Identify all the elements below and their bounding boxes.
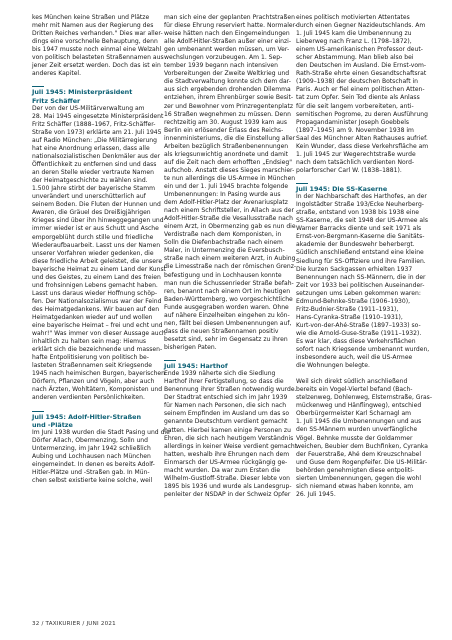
paragraph: [164, 370, 298, 499]
paragraph: [296, 14, 429, 175]
text-line: 1895 bis 1936 und wurde als Landesgrup-: [164, 482, 292, 490]
text-line: Adolf-Hitler-Straße die Vesallusstraße nach: [164, 215, 293, 223]
text-line: Ingolstädter Straße 193/Ecke Neuherberg-: [296, 201, 424, 209]
text-line: Siedlung für SS-Offiziere und ihre Familien.: [296, 257, 426, 265]
text-line: Einmarsch der US-Armee rückgängig ge-: [164, 458, 288, 466]
text-line: für diese Ehrung reserviert hatte. Normaler-: [164, 22, 297, 30]
text-line: nach dem tatsächlich verdienten Nord-: [296, 158, 415, 166]
section-spacer: [164, 352, 293, 360]
text-line: 1.500 Jahre stirbt der bayerische Stamm: [32, 185, 155, 193]
text-line: sofort nach Kriegsende umbenannt wurden,: [296, 346, 430, 354]
text-line: bis 1947 musste noch einmal eine Welzahl: [32, 46, 162, 54]
text-line: 28. Mai 1945 eingesetzte Ministerpräsident: [32, 112, 164, 120]
text-line: Krieges sind über ihn hinweggegangen und: [32, 217, 164, 225]
text-line: 26. Juli 1945.: [296, 490, 336, 498]
text-line: diese friedliche Arbeit geleistet, die unsere: [32, 257, 163, 265]
text-line: Awaren, die Gräuel des Dreißigjährigen: [32, 209, 151, 217]
text-line: alle Adolf-Hitler-Straßen außer einer einzi-: [164, 38, 292, 46]
text-line: fen. Der Nationalsozialismus war der Feind: [32, 297, 162, 305]
heading-line: Juli 1945: Die SS-Kaserne: [296, 183, 425, 193]
text-line: straße, entstand von 1938 bis 1938 eine: [296, 209, 420, 217]
text-line: Maler, in Untermenzing die Eversbusch-: [164, 247, 285, 255]
text-line: zer und Bewohner vom Prinzregentenplatz: [164, 102, 293, 110]
text-line: behörden genehmigten diese entpoliti-: [296, 466, 415, 474]
text-line: wechslungen vorzubeugen. Am 1. Sep-: [164, 54, 283, 62]
text-line: für die seit langem vorbereiteten, anti-: [296, 102, 414, 110]
text-line: SS-Kaserne, die seit 1948 der US-Armee als: [296, 217, 428, 225]
text-line: bisherigen Paten.: [164, 343, 217, 351]
text-line: Kein Wunder, dass diese Verkehrsfläche am: [296, 142, 429, 150]
text-line: akademie der Bundeswehr beherbergt.: [296, 241, 415, 249]
text-line: 1945 nach heimischen Burgen, bayerischen: [32, 370, 165, 378]
text-line: Hitler-Plätze und -Straßen gab. In Mün-: [32, 469, 150, 477]
text-line: besetzt sind, sehr im Gegensatz zu ihren: [164, 335, 288, 343]
text-line: 16 Straßen wegnehmen zu müssen. Denn: [164, 110, 291, 118]
text-line: für Namen nach Personen, die sich nach: [164, 402, 287, 410]
text-line: der Feuerstraße, Ahé dem Kreuzschnabel: [296, 450, 422, 458]
text-line: macht wurden. Da war zum Ersten die: [164, 466, 281, 474]
text-line: inhaltlich zu halten sein mag: Hiemus: [32, 338, 147, 346]
text-line: unverändert und unerschütterlich auf: [32, 193, 146, 201]
text-line: lasteten Straßennamen seit Kriegsende: [32, 362, 152, 370]
text-line: Benennungen nach SS-Männern, die in der: [296, 273, 426, 281]
text-line: befestigung und in Lochhausen konnte: [164, 271, 282, 279]
text-line: Oberbürgermeister Karl Scharnagl am: [296, 410, 412, 418]
text-line: rechtzeitig am 30. August 1939 kam aus: [164, 118, 288, 126]
text-line: auf Radio München: „Die Militärregierung: [32, 136, 157, 144]
text-column-left: [32, 14, 170, 485]
page-footer: 32 / TAXIKURIER / JUNI 2021: [32, 621, 116, 627]
text-line: 1. Juli 1945 zur Wegerechtstraße wurde: [296, 150, 416, 158]
text-line: wahr!" Was immer von dieser Aussage auch: [32, 330, 166, 338]
text-line: allerdings in keiner Weise verdient gemacht: [164, 442, 298, 450]
text-line: die Stadtverwaltung konnte sich dem dar-: [164, 78, 291, 86]
text-line: unserer Vorfahren wieder gedenken, die: [32, 249, 154, 257]
paragraph: [296, 193, 430, 370]
section-spacer: [32, 78, 161, 86]
text-line: semitischen Pogrome, zu deren Ausführung: [296, 110, 428, 118]
text-line: Fritz Schäffer (1888–1967, Fritz-Schäffer-: [32, 120, 156, 128]
text-line: setzungen ums Leben gekommen waren:: [296, 289, 421, 297]
text-line: Lasst uns daraus wieder Hoffnung schöp-: [32, 289, 158, 297]
text-line: Weil sich direkt südlich anschließend: [296, 378, 408, 386]
text-line: die Wohnungen belegte.: [296, 362, 370, 370]
text-line: die Limesstraße nach der römischen Grenz-: [164, 263, 297, 271]
text-line: Verdistraße nach dem Komponisten, in: [164, 231, 282, 239]
text-line: (1909–1938) der deutschen Botschaft in: [296, 78, 419, 86]
text-line: sich niemand etwas haben konnte, am: [296, 482, 414, 490]
text-line: Straße von 1973) erklärte am 21. Juli 1945: [32, 128, 162, 136]
text-line: Solln die Diefenbachstraße nach einem: [164, 239, 283, 247]
text-line: auf die Zeit nach dem erhofften „Endsieg": [164, 158, 293, 166]
section-heading: [32, 411, 161, 429]
text-line: eines politisch motivierten Attentates: [296, 14, 410, 21]
text-line: aus sich ergebenden drohenden Dilemma: [164, 86, 291, 94]
paragraph: [32, 104, 166, 403]
text-line: immer wieder ist er aus Schutt und Asche: [32, 225, 159, 233]
heading-line: und -Plätze: [32, 420, 73, 429]
section-heading: [32, 86, 161, 104]
text-line: seinem Empfinden im Ausland um das so: [164, 410, 290, 418]
heading-line: Fritz Schäffer: [32, 96, 81, 105]
text-line: und des Geistes, zu einem Land des freien: [32, 273, 161, 281]
paragraph: [32, 14, 164, 78]
text-line: weichen, Beubier dem Buchfinken, Cyranka: [296, 442, 429, 450]
text-line: Fritz-Budnier-Straße (1911–1931),: [296, 305, 399, 313]
text-line: eine bayerische Heimat – frei und echt und: [32, 322, 163, 330]
text-line: gen umbenannt werden müssen, um Ver-: [164, 46, 290, 54]
text-line: scher Abstammung. Man blieb also bei: [296, 54, 414, 62]
text-line: tember 1939 begann nach intensiven: [164, 62, 278, 70]
text-line: stelzenweg, Dohlenweg, Elsternstraße, Gras-: [296, 394, 433, 402]
text-line: Ehren, die sich nach heutigem Verständnis: [164, 434, 294, 442]
text-line: aufschob. Anstatt dieses Sieges marschier-: [164, 166, 295, 174]
paragraph: [164, 14, 297, 352]
text-line: 1. Juli 1945 die Umbenennungen und aus: [296, 418, 422, 426]
text-line: 1. Juli 1945 kam die Umbenennung zu: [296, 30, 412, 38]
text-line: Ende 1939 näherte sich die Siedlung: [164, 370, 276, 378]
paragraph: [32, 428, 170, 485]
text-line: durch einen Gegner Nazideutschlands. Am: [296, 22, 426, 30]
text-line: bayerische Heimat zu einem Land der Kunst: [32, 265, 166, 273]
text-line: insbesondere auch, weil die US-Armee: [296, 354, 413, 362]
text-line: Der von der US-Militärverwaltung am: [32, 104, 145, 112]
text-line: entziehen, ihrem Ehrenbürger sowie Besit-: [164, 94, 294, 102]
text-line: Wiederaufbauarbeit. Lasst uns der Namen: [32, 241, 161, 249]
text-line: Vorbereitungen der Zweite Weltkrieg und: [164, 70, 290, 78]
text-line: nach einem Schriftsteller, in Allach aus der: [164, 207, 294, 215]
text-line: genannte Deutschtum verdient gemacht: [164, 418, 288, 426]
text-line: jener Zeit ersetzt werden. Doch das ist ein: [32, 62, 161, 70]
text-line: Warner Barracks diente und seit 1971 als: [296, 225, 422, 233]
text-line: dass die neuen Straßennamen positiv: [164, 327, 279, 335]
text-line: te nun allerdings die US-Armee in München: [164, 174, 296, 182]
text-line: man nun die Schussenrieder Straße befah-: [164, 279, 294, 287]
text-line: Baden-Württemberg, wo vorgeschichtliche: [164, 295, 293, 303]
text-line: sierten Umbenennungen, gegen die wohl: [296, 474, 422, 482]
text-line: den SS-Männern wurden unverfängliche: [296, 426, 418, 434]
text-line: Im Juni 1938 wurden die Stadt Pasing und die: [32, 428, 170, 436]
heading-line: Juli 1945: Ministerpräsident: [32, 86, 161, 96]
text-line: der Heimatgeschichte zu wählen sind.: [32, 177, 148, 185]
text-line: eingemeindet. In denen es bereits Adolf-: [32, 461, 155, 469]
section-heading: [296, 183, 425, 193]
text-line: von politisch belasteten Straßennamen aus: [32, 54, 164, 62]
text-line: den Deutschen im Ausland. Die Ernst-vom-: [296, 62, 427, 70]
text-line: bereits ein Vogel-Viertel befand (Bach-: [296, 386, 413, 394]
text-line: Arbeiten bezüglich Straßenbenennungen: [164, 142, 289, 150]
text-line: Edmund-Behnke-Straße (1906–1930),: [296, 297, 411, 305]
heading-line: Juli 1945: Harthof: [164, 360, 293, 370]
text-line: wie die Arnold-Guse-Straße (1911–1932).: [296, 329, 422, 337]
text-line: seinem Boden. Die Fluten der Hunnen und: [32, 201, 161, 209]
text-line: mückenweg und Hänflingweg), entschied: [296, 402, 422, 410]
text-line: und Guse dem Rogenpfeifer. Die US-Militär-: [296, 458, 428, 466]
text-line: Benennung ihrer Straßen notwendig wurde.: [164, 386, 297, 394]
section-heading: [164, 360, 293, 370]
text-line: Zeit vor 1933 bei politischen Auseinander-: [296, 281, 425, 289]
text-line: innenministeriums, die die Einstellung aller: [164, 134, 296, 142]
text-line: anderes Kapitel.: [32, 70, 82, 78]
text-line: polarforscher Carl W. (1838–1881).: [296, 166, 402, 174]
text-column-middle: [164, 14, 298, 499]
text-line: nationalsozialistischen Denkmäler aus der: [32, 153, 161, 161]
text-line: Heimatgedanken wieder auf und wollen: [32, 314, 153, 321]
text-line: mehr mit Namen aus der Regierung des: [32, 22, 154, 30]
text-line: Kurt-von-der-Ahé-Straße (1897–1933) so-: [296, 321, 421, 329]
text-line: nen, fällt bei diesen Umbenennungen auf,: [164, 319, 292, 327]
text-line: Rath-Straße ehrte einen Gesandtschaftsrat: [296, 70, 427, 78]
section-spacer: [296, 175, 425, 183]
text-line: Dörfer Allach, Obermenzing, Solln und: [32, 436, 148, 444]
text-line: nach Ärzten, Wohltätern, Komponisten und: [32, 386, 163, 394]
text-line: Aubing und Lochhausen nach München: [32, 453, 151, 461]
text-line: Vögel. Behnke musste der Goldammer: [296, 434, 413, 442]
text-line: Dörfern, Pflanzen und Vögeln, aber auch: [32, 378, 155, 386]
text-line: Paris. Auch er fiel einem politischen Atten-: [296, 86, 425, 94]
text-line: Berlin ein erlösender Erlass des Reichs-: [164, 126, 284, 134]
text-line: Wilhelm-Gustloff-Straße. Dieser lebte von: [164, 474, 290, 482]
text-line: weise hätten nach den Eingemeindungen: [164, 30, 290, 38]
text-line: (1897–1945) am 9. November 1938 im: [296, 126, 414, 134]
text-line: man sich eine der geplanten Prachtstraßen: [164, 14, 295, 21]
text-line: und frohsinnigen Lebens gemacht haben.: [32, 281, 158, 289]
text-line: dem Adolf-Hitler-Platz der Avenariusplatz: [164, 199, 288, 207]
text-line: auf nähere Einzelheiten eingehen zu kön-: [164, 311, 290, 319]
text-line: tat zum Opfer. Sein Tod diente als Anlass: [296, 94, 420, 102]
paragraph-spacer: [296, 370, 425, 378]
text-line: kes München keine Straßen und Plätze: [32, 14, 150, 21]
paragraph: [296, 378, 433, 499]
text-line: emporgeblüht durch stille und friedliche: [32, 233, 154, 241]
text-line: Der Stadtrat entschied sich im Jahr 1939: [164, 394, 288, 402]
text-line: anderen verdienten Persönlichkeiten.: [32, 394, 145, 402]
text-line: dings eine vorschnelle Behauptung, denn: [32, 38, 158, 46]
text-line: Propagandaminister Joseph Goebbels: [296, 118, 410, 126]
text-line: ein und der 1. Juli 1945 brachte folgende: [164, 182, 289, 190]
text-line: penleiter der NSDAP in der Schweiz Opfer: [164, 490, 291, 498]
text-line: Südlich anschließend entstand eine kleine: [296, 249, 424, 257]
text-line: Dritten Reiches verhanden." Dies war aller-: [32, 30, 163, 38]
text-line: Ernst-von-Bergmann-Kaserne die Sanitäts-: [296, 233, 425, 241]
text-line: Öffentlichkeit zu entfernen sind und dass: [32, 161, 157, 169]
section-spacer: [32, 403, 161, 411]
text-line: erklärt sich die bezeichnende und massen-: [32, 346, 163, 354]
text-line: einem Arzt, in Obermenzing gab es nun die: [164, 223, 296, 231]
text-line: Es war klar, dass diese Verkehrsflächen: [296, 337, 416, 345]
text-line: einem US-amerikanischen Professor deut-: [296, 46, 423, 54]
text-line: chen selbst existierte keine solche, weil: [32, 477, 153, 485]
text-line: hatten, weshalb ihre Ehrungen nach dem: [164, 450, 290, 458]
text-line: Harthof ihrer Fertigstellung, so dass die: [164, 378, 284, 386]
text-line: Lieberweg nach Franz L. (1798–1872),: [296, 38, 412, 46]
text-line: In der Nachbarschaft des Harthofes, an der: [296, 193, 427, 201]
text-line: hat eine Anordnung erlassen, dass alle: [32, 145, 150, 153]
text-line: hatten. Hierbei kamen einige Personen zu: [164, 426, 291, 434]
text-column-right: [296, 14, 433, 499]
text-line: ren, benannt nach einem Ort im heutigen: [164, 287, 291, 295]
text-line: als kriegsunwichtig anordnete und damit: [164, 150, 289, 158]
text-line: Saal des Münchner Alten Rathauses aufrief.: [296, 134, 428, 142]
text-line: straße nach einem weiteren Arzt, in Aubing: [164, 255, 296, 263]
text-line: des Heimatgedankens. Wir bauen auf den: [32, 305, 160, 313]
text-line: hafte Entpolitisierung von politisch be-: [32, 354, 149, 362]
text-line: Funde ausgegraben worden waren. Ohne: [164, 303, 289, 311]
text-line: an deren Stelle wieder vertraute Namen: [32, 169, 154, 177]
text-line: Die kurzen Sackgassen erhielten 1937: [296, 265, 413, 273]
text-line: Umbenennungen: In Pasing wurde aus: [164, 191, 281, 199]
text-line: Hans-Cyranka-Straße (1910–1931),: [296, 313, 403, 321]
text-line: Untermenzing, im Jahr 1942 schließlich: [32, 445, 151, 453]
heading-line: Juli 1945: Adolf-Hitler-Straßen: [32, 411, 161, 421]
